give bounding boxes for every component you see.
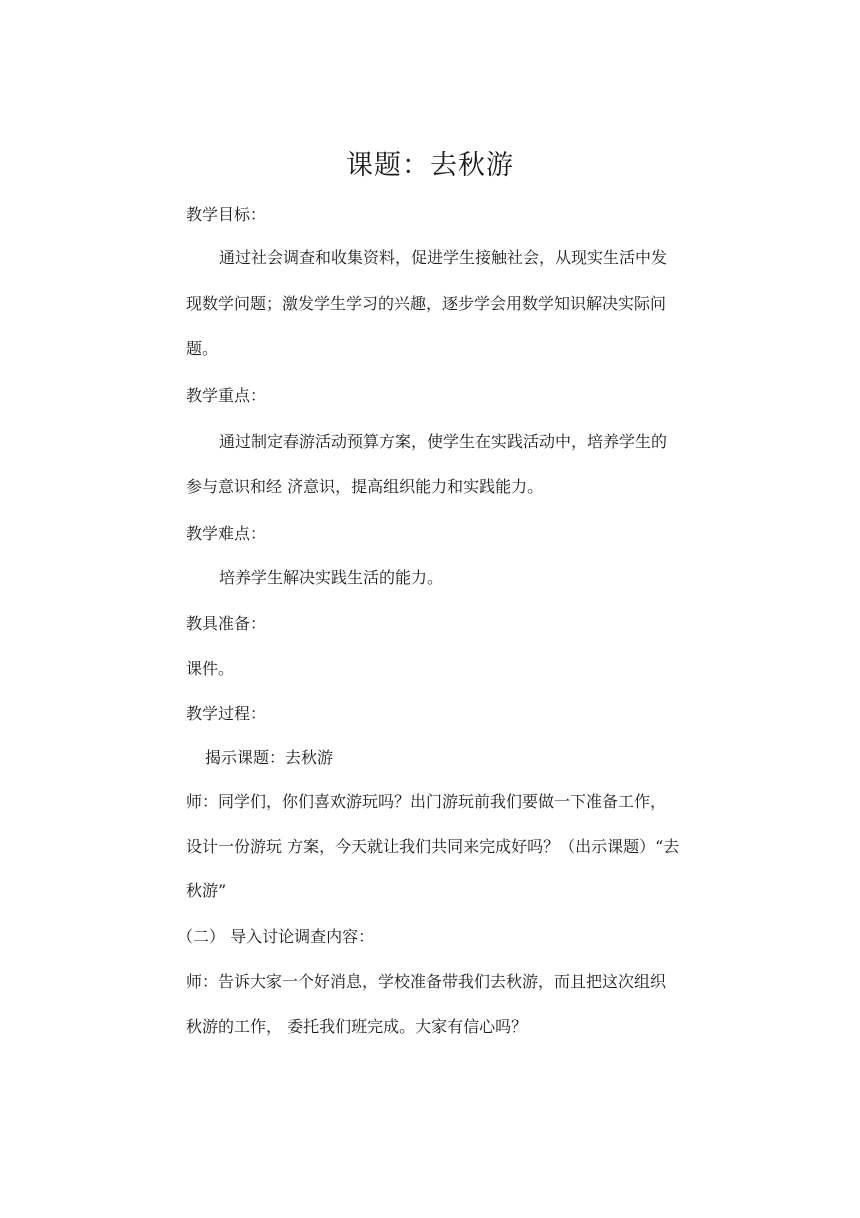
heading-teaching-difficulty: 教学难点： <box>186 524 267 543</box>
heading-teaching-focus: 教学重点： <box>186 386 267 405</box>
paragraph-line: 揭示课题：去秋游 <box>205 748 334 767</box>
paragraph-line: 秋游” <box>186 881 227 900</box>
page-title: 课题：去秋游 <box>346 150 514 181</box>
paragraph-line: 课件。 <box>186 659 235 678</box>
paragraph-line: 通过社会调查和收集资料，促进学生接触社会，从现实生活中发 <box>219 248 668 267</box>
paragraph-line: 师：同学们，你们喜欢游玩吗？出门游玩前我们要做一下准备工作， <box>186 792 667 811</box>
paragraph-line: 通过制定春游活动预算方案，使学生在实践活动中，培养学生的 <box>219 432 668 451</box>
heading-teaching-goals: 教学目标： <box>186 205 267 224</box>
heading-teaching-process: 教学过程： <box>186 704 267 723</box>
paragraph-line: 秋游的工作， 委托我们班完成。大家有信心吗？ <box>186 1017 528 1036</box>
section-heading: （二） 导入讨论调查内容： <box>177 927 375 946</box>
paragraph-line: 现数学问题；激发学生学习的兴趣，逐步学会用数学知识解决实际问 <box>186 294 667 313</box>
paragraph-line: 培养学生解决实践生活的能力。 <box>219 568 444 587</box>
paragraph-line: 师：告诉大家一个好消息，学校准备带我们去秋游，而且把这次组织 <box>186 972 667 991</box>
paragraph-line: 题。 <box>186 339 219 358</box>
paragraph-line: 参与意识和经 济意识，提高组织能力和实践能力。 <box>186 477 544 496</box>
paragraph-line: 设计一份游玩 方案，今天就让我们共同来完成好吗？（出示课题）“去 <box>186 837 680 856</box>
heading-teaching-aids: 教具准备： <box>186 614 267 633</box>
